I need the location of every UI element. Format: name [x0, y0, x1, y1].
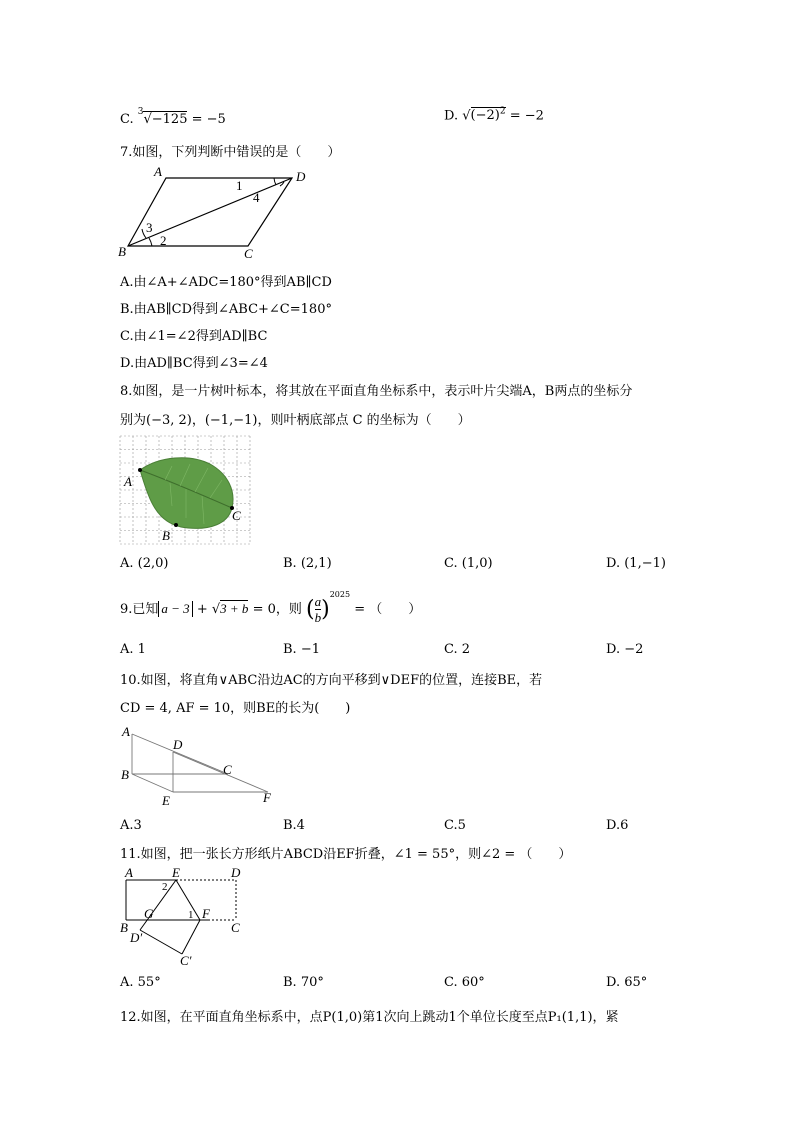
leaf-shape — [140, 458, 233, 529]
q8-stem-line1: 8.如图，是一片树叶标本，将其放在平面直角坐标系中，表示叶片尖端A，B两点的坐标分 — [120, 384, 633, 399]
q11-option-d: D. 65° — [606, 975, 648, 990]
q7-label-c: C — [244, 246, 253, 261]
q11-option-c: C. 60° — [444, 975, 485, 990]
q11-label-g: G — [144, 906, 154, 921]
q10-label-d: D — [173, 737, 183, 752]
q8-option-b: B. (2,1) — [283, 556, 332, 571]
q10-label-c: C — [223, 762, 232, 777]
q11-option-b: B. 70° — [283, 975, 324, 990]
q11-label-d: D — [231, 865, 241, 880]
q10-stem-line1: 10.如图，将直角∨ABC沿边AC的方向平移到∨DEF的位置，连接BE，若 — [120, 673, 543, 688]
q11-fold-figure — [118, 866, 248, 966]
q10-label-f: F — [263, 790, 271, 805]
q7-label-4: 4 — [253, 190, 260, 205]
q9-option-b: B. −1 — [283, 642, 320, 657]
q9-option-c: C. 2 — [444, 642, 471, 657]
q10-option-c: C.5 — [444, 818, 466, 833]
q7-label-2: 2 — [160, 233, 167, 248]
q8-label-b: B — [162, 528, 170, 543]
q7-option-c: C.由∠1=∠2得到AD∥BC — [120, 329, 268, 344]
q11-label-e: E — [172, 865, 180, 880]
q10-label-b: B — [121, 767, 129, 782]
q11-label-c: C — [231, 920, 240, 935]
q7-label-1: 1 — [236, 178, 243, 193]
q7-label-3: 3 — [146, 220, 153, 235]
q11-label-2: 2 — [162, 881, 168, 893]
q7-label-b: B — [118, 244, 126, 259]
q11-label-dprime: D′ — [130, 930, 143, 945]
q11-label-b: B — [120, 920, 128, 935]
q8-option-a: A. (2,0) — [120, 556, 169, 571]
q11-stem: 11.如图，把一张长方形纸片ABCD沿EF折叠，∠1 = 55°，则∠2 = （ ） — [120, 847, 572, 862]
q12-stem: 12.如图，在平面直角坐标系中，点P(1,0)第1次向上跳动1个单位长度至点P₁(1,1)，紧 — [120, 1010, 619, 1025]
q8-stem-line2: 别为(−3, 2)，(−1,−1)，则叶柄底部点 C 的坐标为（ ） — [120, 413, 471, 428]
q7-label-a: A — [154, 164, 162, 179]
q11-option-a: A. 55° — [120, 975, 161, 990]
q8-option-c: C. (1,0) — [444, 556, 493, 571]
q10-option-a: A.3 — [120, 818, 142, 833]
q9-stem: 9.已知 a − 3 + √3 + b = 0，则 ( $\frac{a}{b}$ )$^{2025}$ = （ ） — [120, 590, 422, 625]
q10-stem-line2: CD = 4, AF = 10，则BE的长为( ) — [120, 701, 351, 716]
q11-label-a: A — [125, 865, 133, 880]
q11-label-cprime: C′ — [180, 953, 192, 968]
q7-option-a: A.由∠A+∠ADC=180°得到AB∥CD — [120, 275, 332, 290]
q10-label-e: E — [162, 793, 170, 808]
q8-leaf-figure — [120, 436, 250, 544]
q7-option-b: B.由AB∥CD得到∠ABC+∠C=180° — [120, 302, 332, 317]
q6-option-c: C. $^3$√−125 = −5 — [120, 107, 226, 127]
q9-option-d: D. −2 — [606, 642, 644, 657]
q10-label-a: A — [122, 724, 130, 739]
q9-option-a: A. 1 — [120, 642, 146, 657]
q7-option-d: D.由AD∥BC得到∠3=∠4 — [120, 356, 268, 371]
q11-label-f: F — [202, 906, 210, 921]
q6-option-d: D. $√(-2)^2 = -2$ — [444, 107, 544, 124]
q8-option-d: D. (1,−1) — [606, 556, 666, 571]
q8-label-a: A — [124, 474, 132, 489]
q10-option-d: D.6 — [606, 818, 629, 833]
q7-stem: 7.如图，下列判断中错误的是（ ） — [120, 145, 341, 160]
q10-option-b: B.4 — [283, 818, 305, 833]
q7-parallelogram-figure — [116, 166, 316, 262]
q7-label-d: D — [296, 169, 306, 184]
q8-label-c: C — [232, 508, 241, 523]
q10-translation-figure — [118, 724, 278, 808]
q11-label-1: 1 — [188, 909, 194, 921]
